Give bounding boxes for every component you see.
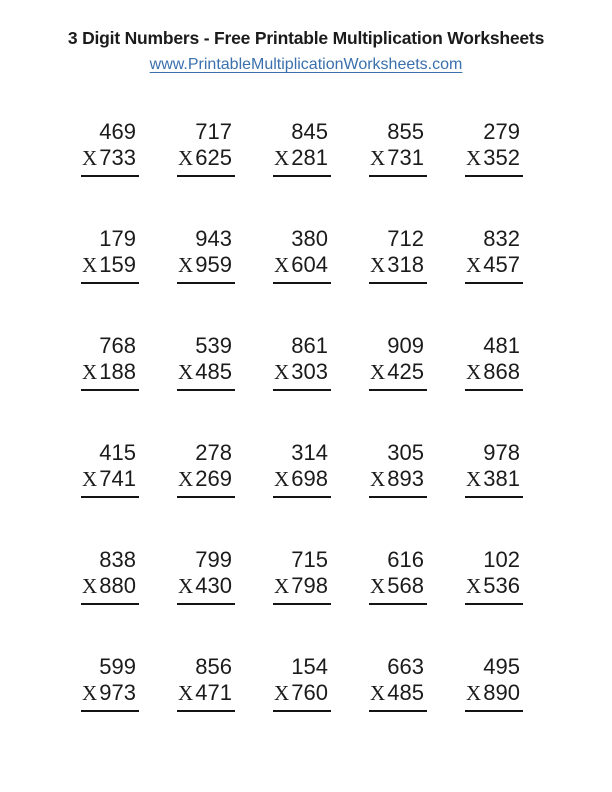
bottom-row [81, 252, 139, 278]
bottom-operand: 269 [195, 466, 232, 491]
answer-line [81, 496, 139, 498]
bottom-row [81, 680, 139, 706]
answer-line [465, 603, 523, 605]
multiplication-problem [369, 226, 427, 284]
multiply-operator: X [274, 681, 290, 705]
multiply-operator: X [178, 574, 194, 598]
multiplication-problem [81, 226, 139, 284]
multiply-operator: X [370, 681, 386, 705]
bottom-operand: 457 [483, 252, 520, 277]
multiplication-problem [465, 226, 523, 284]
multiply-operator: X [82, 146, 98, 170]
bottom-operand: 485 [387, 680, 424, 705]
bottom-operand: 973 [99, 680, 136, 705]
bottom-row [273, 466, 331, 492]
top-operand: 838 [99, 547, 136, 572]
bottom-operand: 890 [483, 680, 520, 705]
answer-line [273, 389, 331, 391]
multiply-operator: X [370, 146, 386, 170]
bottom-row [465, 573, 523, 599]
bottom-operand: 425 [387, 359, 424, 384]
bottom-row [369, 145, 427, 171]
top-operand: 154 [291, 654, 328, 679]
bottom-row [465, 252, 523, 278]
multiply-operator: X [178, 360, 194, 384]
multiplication-problem [273, 440, 331, 498]
answer-line [465, 710, 523, 712]
multiplication-problem [369, 119, 427, 177]
answer-line [369, 496, 427, 498]
multiplication-problem [81, 119, 139, 177]
answer-line [177, 496, 235, 498]
bottom-row [465, 680, 523, 706]
multiplication-problem [369, 440, 427, 498]
top-operand: 717 [195, 119, 232, 144]
multiply-operator: X [370, 574, 386, 598]
answer-line [273, 603, 331, 605]
bottom-row [369, 680, 427, 706]
bottom-row [81, 573, 139, 599]
answer-line [369, 175, 427, 177]
bottom-row [369, 359, 427, 385]
multiply-operator: X [274, 467, 290, 491]
answer-line [81, 389, 139, 391]
bottom-row [177, 573, 235, 599]
multiply-operator: X [82, 681, 98, 705]
multiplication-problem [177, 440, 235, 498]
top-operand: 469 [99, 119, 136, 144]
bottom-operand: 303 [291, 359, 328, 384]
multiply-operator: X [82, 574, 98, 598]
bottom-row [177, 359, 235, 385]
bottom-row [369, 466, 427, 492]
multiply-operator: X [274, 360, 290, 384]
top-operand: 179 [99, 226, 136, 251]
bottom-operand: 798 [291, 573, 328, 598]
multiplication-problem [273, 547, 331, 605]
multiply-operator: X [82, 467, 98, 491]
multiplication-problem [369, 333, 427, 391]
bottom-operand: 733 [99, 145, 136, 170]
bottom-operand: 880 [99, 573, 136, 598]
answer-line [465, 496, 523, 498]
bottom-operand: 281 [291, 145, 328, 170]
answer-line [177, 603, 235, 605]
bottom-row [273, 359, 331, 385]
multiply-operator: X [370, 467, 386, 491]
bottom-operand: 698 [291, 466, 328, 491]
multiplication-problem [273, 119, 331, 177]
multiply-operator: X [82, 360, 98, 384]
answer-line [369, 282, 427, 284]
multiplication-problem [177, 226, 235, 284]
answer-line [177, 710, 235, 712]
answer-line [273, 496, 331, 498]
top-operand: 712 [387, 226, 424, 251]
answer-line [81, 603, 139, 605]
multiplication-problem [177, 333, 235, 391]
multiply-operator: X [466, 253, 482, 277]
top-operand: 599 [99, 654, 136, 679]
bottom-row [465, 359, 523, 385]
top-operand: 715 [291, 547, 328, 572]
multiply-operator: X [370, 360, 386, 384]
top-operand: 616 [387, 547, 424, 572]
top-operand: 539 [195, 333, 232, 358]
top-operand: 495 [483, 654, 520, 679]
bottom-operand: 159 [99, 252, 136, 277]
answer-line [465, 282, 523, 284]
answer-line [465, 389, 523, 391]
multiplication-problem [465, 440, 523, 498]
multiply-operator: X [466, 467, 482, 491]
bottom-operand: 760 [291, 680, 328, 705]
website-link[interactable]: www.PrintableMultiplicationWorksheets.com [149, 56, 463, 73]
bottom-row [465, 145, 523, 171]
multiply-operator: X [274, 146, 290, 170]
multiply-operator: X [178, 253, 194, 277]
multiplication-problem [177, 547, 235, 605]
bottom-operand: 430 [195, 573, 232, 598]
answer-line [81, 710, 139, 712]
top-operand: 978 [483, 440, 520, 465]
top-operand: 856 [195, 654, 232, 679]
top-operand: 481 [483, 333, 520, 358]
top-operand: 278 [195, 440, 232, 465]
multiply-operator: X [178, 467, 194, 491]
multiplication-problem [369, 654, 427, 712]
bottom-operand: 625 [195, 145, 232, 170]
problems-grid [81, 119, 523, 712]
multiplication-problem [81, 654, 139, 712]
bottom-row [369, 252, 427, 278]
answer-line [369, 710, 427, 712]
answer-line [81, 175, 139, 177]
multiplication-problem [81, 547, 139, 605]
top-operand: 799 [195, 547, 232, 572]
multiplication-problem [465, 333, 523, 391]
bottom-row [369, 573, 427, 599]
bottom-operand: 381 [483, 466, 520, 491]
page-title: 3 Digit Numbers - Free Printable Multiplication Worksheets [67, 28, 545, 48]
answer-line [177, 282, 235, 284]
top-operand: 845 [291, 119, 328, 144]
top-operand: 832 [483, 226, 520, 251]
answer-line [177, 175, 235, 177]
bottom-row [177, 466, 235, 492]
answer-line [273, 175, 331, 177]
bottom-row [273, 573, 331, 599]
multiplication-problem [177, 119, 235, 177]
bottom-operand: 868 [483, 359, 520, 384]
top-operand: 305 [387, 440, 424, 465]
answer-line [369, 389, 427, 391]
bottom-row [273, 680, 331, 706]
top-operand: 102 [483, 547, 520, 572]
answer-line [273, 282, 331, 284]
bottom-row [273, 145, 331, 171]
top-operand: 380 [291, 226, 328, 251]
bottom-row [81, 466, 139, 492]
multiplication-problem [273, 226, 331, 284]
bottom-operand: 741 [99, 466, 136, 491]
bottom-row [177, 145, 235, 171]
top-operand: 861 [291, 333, 328, 358]
bottom-operand: 188 [99, 359, 136, 384]
multiply-operator: X [82, 253, 98, 277]
multiplication-problem [465, 547, 523, 605]
worksheet-header [0, 0, 612, 75]
multiplication-problem [81, 440, 139, 498]
answer-line [177, 389, 235, 391]
multiplication-problem [81, 333, 139, 391]
bottom-operand: 536 [483, 573, 520, 598]
multiply-operator: X [178, 146, 194, 170]
top-operand: 279 [483, 119, 520, 144]
multiplication-problem [465, 119, 523, 177]
bottom-operand: 352 [483, 145, 520, 170]
top-operand: 415 [99, 440, 136, 465]
answer-line [273, 710, 331, 712]
bottom-operand: 568 [387, 573, 424, 598]
answer-line [369, 603, 427, 605]
bottom-operand: 318 [387, 252, 424, 277]
bottom-row [273, 252, 331, 278]
multiply-operator: X [274, 253, 290, 277]
multiplication-problem [177, 654, 235, 712]
bottom-row [81, 145, 139, 171]
bottom-operand: 604 [291, 252, 328, 277]
multiply-operator: X [274, 574, 290, 598]
multiplication-problem [369, 547, 427, 605]
top-operand: 909 [387, 333, 424, 358]
multiplication-problem [465, 654, 523, 712]
bottom-operand: 731 [387, 145, 424, 170]
multiplication-problem [273, 654, 331, 712]
multiply-operator: X [466, 681, 482, 705]
bottom-operand: 959 [195, 252, 232, 277]
answer-line [465, 175, 523, 177]
top-operand: 314 [291, 440, 328, 465]
multiply-operator: X [178, 681, 194, 705]
bottom-row [465, 466, 523, 492]
bottom-row [177, 252, 235, 278]
multiply-operator: X [466, 360, 482, 384]
top-operand: 943 [195, 226, 232, 251]
answer-line [81, 282, 139, 284]
multiply-operator: X [370, 253, 386, 277]
bottom-row [177, 680, 235, 706]
top-operand: 663 [387, 654, 424, 679]
bottom-row [81, 359, 139, 385]
bottom-operand: 893 [387, 466, 424, 491]
multiplication-problem [273, 333, 331, 391]
top-operand: 768 [99, 333, 136, 358]
multiply-operator: X [466, 146, 482, 170]
top-operand: 855 [387, 119, 424, 144]
bottom-operand: 485 [195, 359, 232, 384]
bottom-operand: 471 [195, 680, 232, 705]
multiply-operator: X [466, 574, 482, 598]
